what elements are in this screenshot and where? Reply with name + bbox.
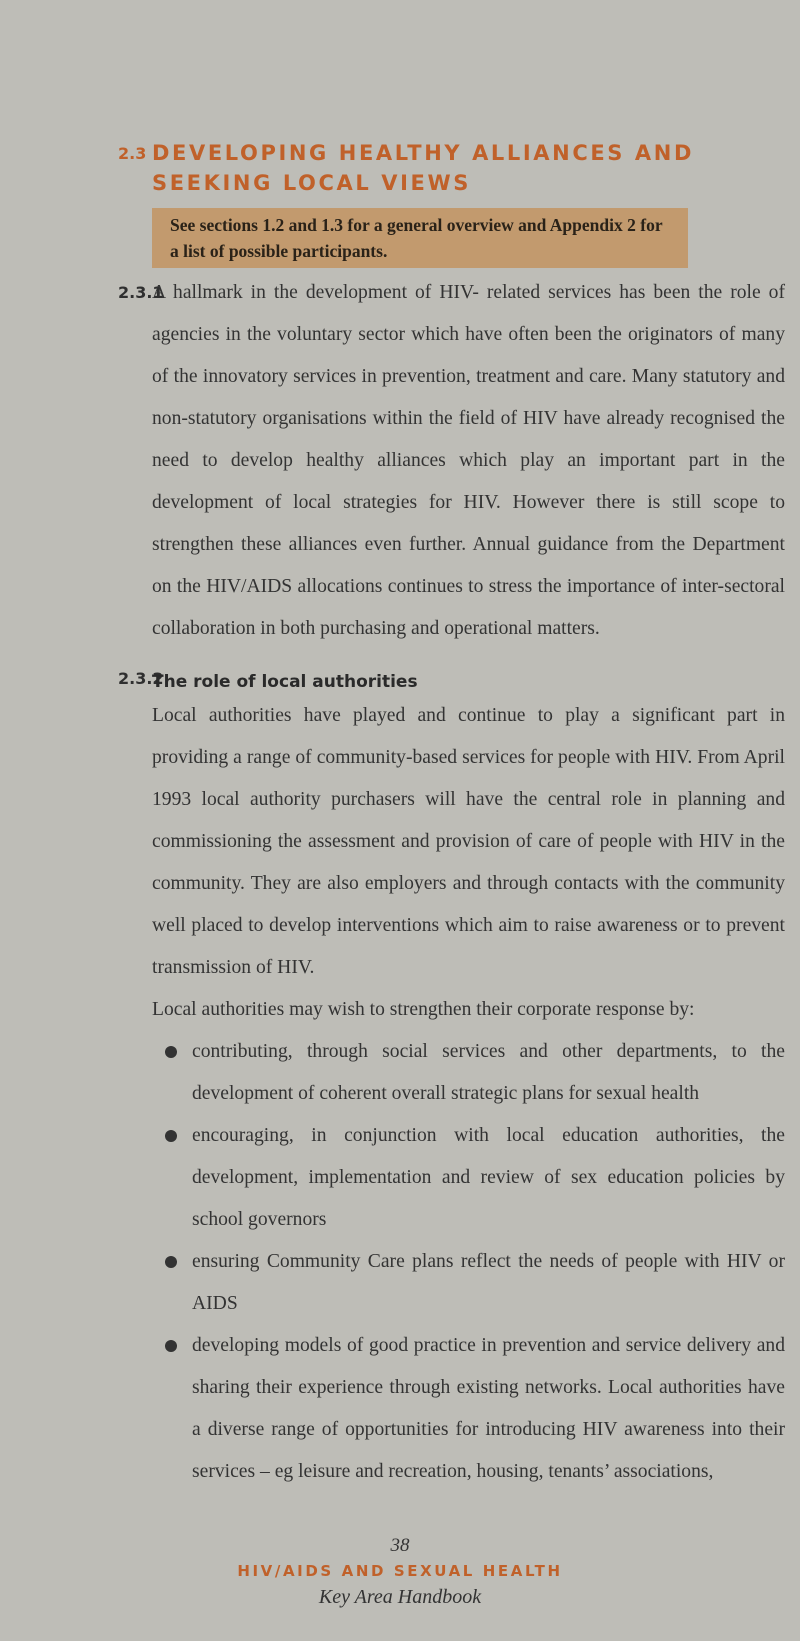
- section-number: 2.3: [118, 144, 147, 163]
- bullet-icon: [165, 1256, 177, 1268]
- subsection-number-2-3-2: 2.3.2: [118, 669, 164, 688]
- list-item: developing models of good practice in prevention and service delivery and sharing their experience through existing networks. Local authorities have a diverse range of opportunities for introducing HIV awareness into their services – eg leisure and recreation, housing, tenants’ associations,: [152, 1325, 785, 1493]
- list-item: ensuring Community Care plans reflect the needs of people with HIV or AIDS: [152, 1241, 785, 1325]
- bullet-icon: [165, 1340, 177, 1352]
- subsection-number-2-3-1: 2.3.1: [118, 283, 164, 302]
- subsection-heading: The role of local authorities: [152, 672, 418, 692]
- footer-series-title: HIV/AIDS AND SEXUAL HEALTH: [237, 1562, 563, 1580]
- subsection-2-3-1: [118, 272, 785, 650]
- paragraph-local-authorities: [152, 695, 785, 1493]
- page-number: 38: [390, 1535, 410, 1556]
- paragraph-text: Local authorities may wish to strengthen their corporate response by:: [152, 999, 695, 1020]
- page-footer: [0, 1533, 800, 1611]
- section-header: [118, 138, 785, 268]
- cross-reference-callout: See sections 1.2 and 1.3 for a general overview and Appendix 2 for a list of possible participants.: [152, 208, 688, 268]
- section-title: DEVELOPING HEALTHY ALLIANCES AND SEEKING LOCAL VIEWS: [152, 141, 694, 195]
- subsection-2-3-2: [118, 664, 785, 1493]
- bullet-icon: [165, 1130, 177, 1142]
- paragraph-2-3-1: A hallmark in the development of HIV- related services has been the role of agencies in the voluntary sector which have often been the originators of many of the innovatory services in prevention, treatment and care. Many statutory and non-statutory organisations within the field of HIV have already recognised the need to develop healthy alliances which play an important part in the development of local strategies for HIV. However there is still scope to strengthen these alliances even further. Annual guidance from the Department on the HIV/AIDS allocations continues to stress the importance of inter-sectoral collaboration in both purchasing and operational matters.: [152, 282, 785, 639]
- list-item: encouraging, in conjunction with local education authorities, the development, implementation and review of sex education policies by school governors: [152, 1115, 785, 1241]
- list-item: contributing, through social services and other departments, to the development of coherent overall strategic plans for sexual health: [152, 1031, 785, 1115]
- bullet-icon: [165, 1046, 177, 1058]
- paragraph-text: Local authorities have played and continue to play a significant part in providing a range of community-based services for people with HIV. From April 1993 local authority purchasers will have the central role in planning and commissioning the assessment and provision of care of people with HIV in the community. They are also employers and through contacts with the community well placed to develop interventions which aim to raise awareness or to prevent transmission of HIV.: [152, 705, 785, 978]
- footer-subtitle: Key Area Handbook: [318, 1586, 482, 1608]
- bullet-list: [152, 1031, 785, 1493]
